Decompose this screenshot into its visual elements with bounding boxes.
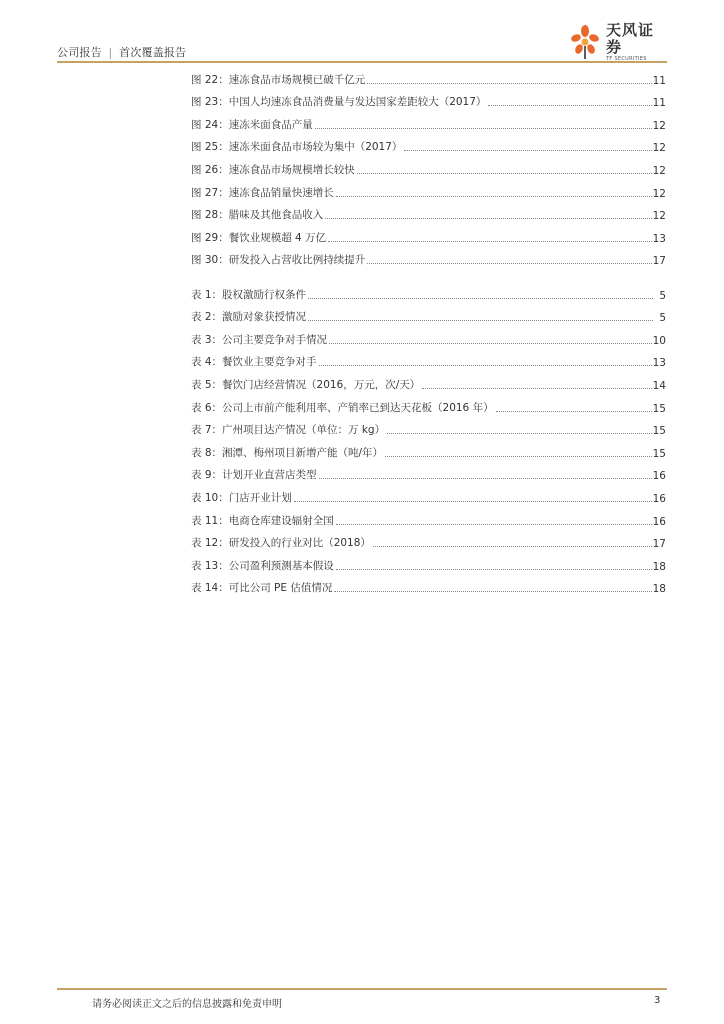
table-entry-label: 表 13：公司盈利预测基本假设 <box>191 559 334 572</box>
figure-entry-label: 图 30：研发投入占营收比例持续提升 <box>191 254 366 267</box>
table-entry-page: 5 <box>659 312 666 325</box>
report-type: 公司报告 <box>57 46 102 59</box>
figure-entry-label: 图 22：速冻食品市场规模已破千亿元 <box>191 73 366 86</box>
table-entry[interactable] <box>191 392 666 415</box>
table-entry[interactable] <box>191 573 666 596</box>
figure-entry[interactable] <box>191 87 666 110</box>
table-entry[interactable] <box>191 324 666 347</box>
table-entry-page: 10 <box>652 334 666 347</box>
table-entry-label: 表 14：可比公司 PE 估值情况 <box>191 582 333 595</box>
table-entry-page: 15 <box>652 425 666 438</box>
table-entry[interactable] <box>191 505 666 528</box>
table-entry-label: 表 3：公司主要竞争对手情况 <box>191 333 328 346</box>
table-entry-page: 16 <box>652 470 666 483</box>
dot-leader <box>336 196 652 197</box>
dot-leader <box>329 343 652 344</box>
figure-entry[interactable] <box>191 245 666 268</box>
dot-leader <box>385 456 652 457</box>
dot-leader <box>373 546 652 547</box>
figure-entry-label: 图 29：餐饮业规模超 4 万亿 <box>191 231 327 244</box>
figure-entry[interactable] <box>191 109 666 132</box>
table-entry[interactable] <box>191 528 666 551</box>
header-separator: | <box>108 46 113 59</box>
table-entry-label: 表 4：餐饮业主要竞争对手 <box>191 356 317 369</box>
dot-leader <box>404 150 651 151</box>
table-entry-label: 表 5：餐饮门店经营情况（2016，万元，次/天） <box>191 378 421 391</box>
figure-entry-label: 图 28：腊味及其他食品收入 <box>191 209 324 222</box>
table-entry-label: 表 12：研发投入的行业对比（2018） <box>191 537 371 550</box>
table-entry[interactable] <box>191 302 666 325</box>
table-entry-label: 表 2：激励对象获授情况 <box>191 311 307 324</box>
table-entry-label: 表 6：公司上市前产能利用率、产销率已到达天花板（2016 年） <box>191 401 494 414</box>
dot-leader <box>496 411 652 412</box>
table-entry-page: 15 <box>652 402 666 415</box>
logo-name-cn: 天风证券 <box>606 20 655 56</box>
figure-entry-page: 12 <box>652 164 666 177</box>
tf-securities-logo <box>568 22 668 62</box>
figure-entry-page: 12 <box>652 187 666 200</box>
table-entry-page: 5 <box>659 289 666 302</box>
report-header <box>57 44 186 60</box>
table-entry[interactable] <box>191 482 666 505</box>
table-entry-label: 表 9：计划开业直营店类型 <box>191 469 317 482</box>
dot-leader <box>357 173 652 174</box>
dot-leader <box>367 83 651 84</box>
table-entry[interactable] <box>191 460 666 483</box>
table-entry-label: 表 8：湘潭、梅州项目新增产能（吨/年） <box>191 446 384 459</box>
table-entry-label: 表 11：电商仓库建设辐射全国 <box>191 514 334 527</box>
table-entry[interactable] <box>191 369 666 392</box>
figure-entry-page: 13 <box>652 232 666 245</box>
figure-entry-page: 12 <box>652 142 666 155</box>
figure-entry-label: 图 25：速冻米面食品市场较为集中（2017） <box>191 141 403 154</box>
header-rule <box>57 61 667 63</box>
footer-rule <box>57 988 667 990</box>
figure-entry-page: 17 <box>652 255 666 268</box>
figure-entry-page: 12 <box>652 210 666 223</box>
dot-leader <box>308 320 653 321</box>
dot-leader <box>319 478 652 479</box>
table-entry-page: 17 <box>652 538 666 551</box>
figure-entry-label: 图 23：中国人均速冻食品消费量与发达国家差距较大（2017） <box>191 96 487 109</box>
dot-leader <box>387 433 652 434</box>
figure-entry[interactable] <box>191 177 666 200</box>
table-entry-label: 表 1：股权激励行权条件 <box>191 288 307 301</box>
figure-entry[interactable] <box>191 154 666 177</box>
table-entry[interactable] <box>191 550 666 573</box>
figure-entry-label: 图 27：速冻食品销量快速增长 <box>191 186 334 199</box>
figure-entry[interactable] <box>191 64 666 87</box>
dot-leader <box>315 128 652 129</box>
figure-entry-label: 图 26：速冻食品市场规模增长较快 <box>191 163 355 176</box>
dot-leader <box>325 218 651 219</box>
table-entry[interactable] <box>191 415 666 438</box>
figure-entry-page: 12 <box>652 119 666 132</box>
dot-leader <box>294 501 652 502</box>
table-entry-page: 14 <box>652 379 666 392</box>
footer-disclaimer: 请务必阅读正文之后的信息披露和免责申明 <box>92 999 282 1010</box>
figure-entry[interactable] <box>191 200 666 223</box>
table-entry-label: 表 7：广州项目达产情况（单位：万 kg） <box>191 424 386 437</box>
dot-leader <box>328 241 652 242</box>
table-entry-label: 表 10：门店开业计划 <box>191 491 292 504</box>
table-entry-page: 18 <box>652 583 666 596</box>
figure-entry[interactable] <box>191 132 666 155</box>
figure-entry-page: 11 <box>652 74 666 87</box>
dot-leader <box>334 591 651 592</box>
dot-leader <box>336 524 652 525</box>
dot-leader <box>422 388 651 389</box>
table-list <box>191 279 666 595</box>
table-entry-page: 16 <box>652 515 666 528</box>
table-entry[interactable] <box>191 279 666 302</box>
logo-name-en: TF SECURITIES <box>606 55 647 62</box>
figure-list <box>191 64 666 267</box>
dot-leader <box>488 105 651 106</box>
table-entry[interactable] <box>191 347 666 370</box>
table-entry[interactable] <box>191 437 666 460</box>
report-subtype: 首次覆盖报告 <box>119 46 187 59</box>
dot-leader <box>319 365 652 366</box>
dot-leader <box>367 263 651 264</box>
dot-leader <box>308 298 653 299</box>
dot-leader <box>336 569 652 570</box>
page-number: 3 <box>654 995 661 1006</box>
table-entry-page: 18 <box>652 560 666 573</box>
figure-entry-page: 11 <box>652 97 666 110</box>
figure-entry[interactable] <box>191 222 666 245</box>
table-entry-page: 16 <box>652 492 666 505</box>
table-entry-page: 13 <box>652 357 666 370</box>
table-entry-page: 15 <box>652 447 666 460</box>
figure-entry-label: 图 24：速冻米面食品产量 <box>191 118 313 131</box>
flower-logo-icon <box>568 24 602 60</box>
